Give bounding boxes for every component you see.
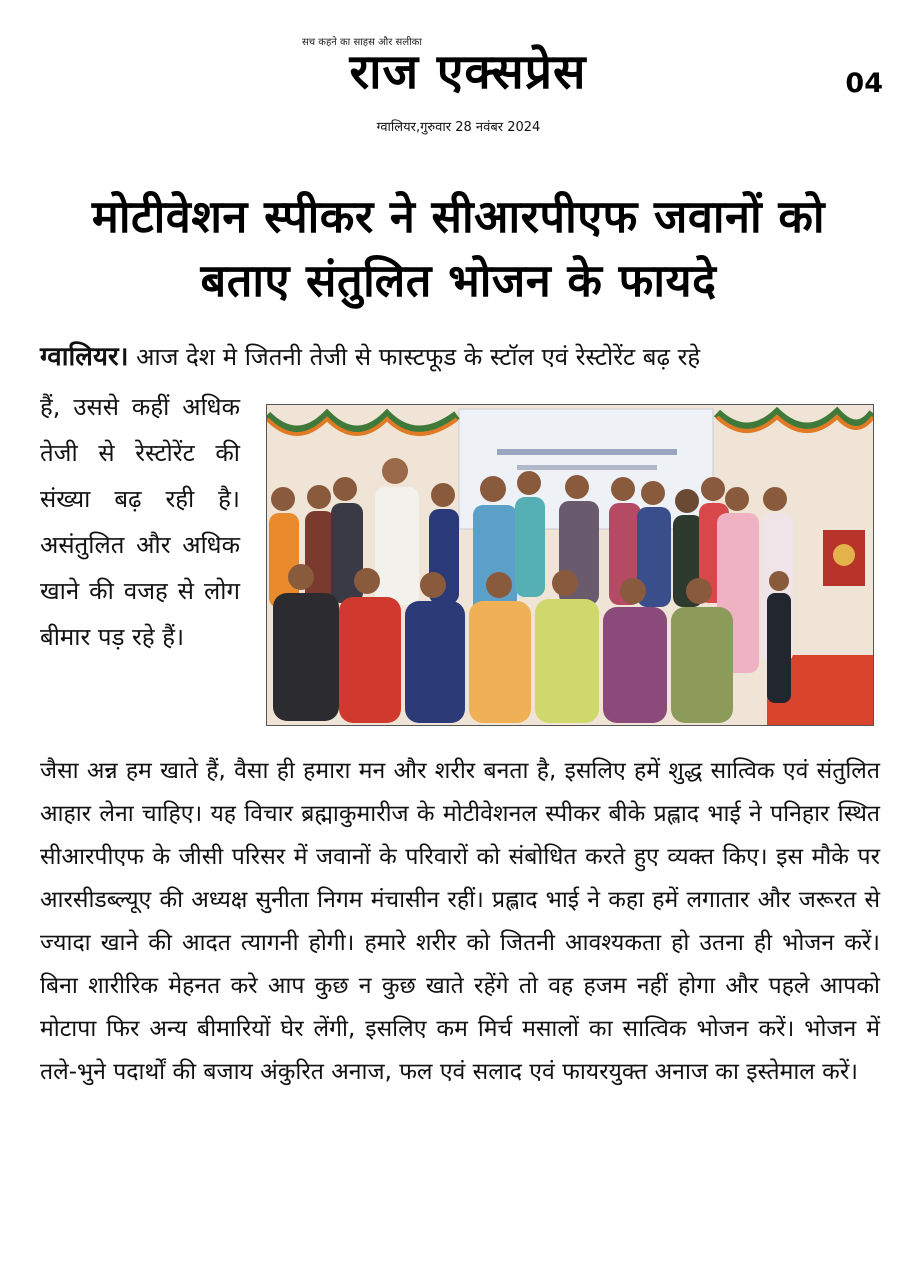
page-number: 04	[845, 68, 883, 99]
lead-text: आज देश मे जितनी तेजी से फास्टफूड के स्टॉल एवं रेस्टोरेंट बढ़ रहे	[128, 343, 701, 371]
headline-line-2: बताए संतुलित भोजन के फायदे	[200, 254, 717, 307]
lead-line	[40, 336, 880, 378]
dateline: ग्वालियर,गुरुवार 28 नवंबर 2024	[376, 120, 541, 135]
masthead-tagline: सच कहने का साहस और सलीका	[302, 37, 422, 48]
headline-line-1: मोटीवेशन स्पीकर ने सीआरपीएफ जवानों को	[91, 190, 826, 243]
dateline-city: ग्वालियर।	[40, 342, 129, 372]
group-photo-illustration	[267, 405, 873, 725]
group-photo	[266, 404, 874, 726]
article-body: जैसा अन्न हम खाते हैं, वैसा ही हमारा मन और शरीर बनता है, इसलिए हमें शुद्ध सात्विक एवं संतुलित आहार लेना चाहिए। यह विचार ब्रह्माकुमारीज के मोटीवेशनल स्पीकर बीके प्रह्लाद भाई ने पनिहार स्थित सीआरपीएफ के जीसी परिसर में जवानों के परिवारों को संबोधित करते हुए व्यक्त किए। इस मौके पर आरसीडब्ल्यूए की अध्यक्ष सुनीता निगम मंचासीन रहीं। प्रह्लाद भाई ने कहा हमें लगातार और जरूरत से ज्यादा खाने की आदत त्यागनी होगी। हमारे शरीर को जितनी आवश्यकता हो उतना ही भोजन करें। बिना शारीरिक मेहनत करे आप कुछ न कुछ खाते रहेंगे तो वह हजम नहीं होगा और पहले आपको मोटापा फिर अन्य बीमारियों घेर लेंगी, इसलिए कम मिर्च मसालों का सात्विक भोजन करें। भोजन में तले-भुने पदार्थों की बजाय अंकुरित अनाज, फल एवं सलाद एवं फायरयुक्त अनाज का इस्तेमाल करें।	[40, 758, 880, 1085]
article-headline	[20, 185, 897, 313]
masthead	[0, 0, 917, 150]
side-column-text: हैं, उससे कहीं अधिक तेजी से रेस्टोरेंट की संख्या बढ़ रही है। असंतुलित और अधिक खाने की वजह से लोग बीमार पड़ रहे हैं।	[40, 393, 240, 651]
newspaper-name: राज एक्सप्रेस	[349, 44, 587, 100]
